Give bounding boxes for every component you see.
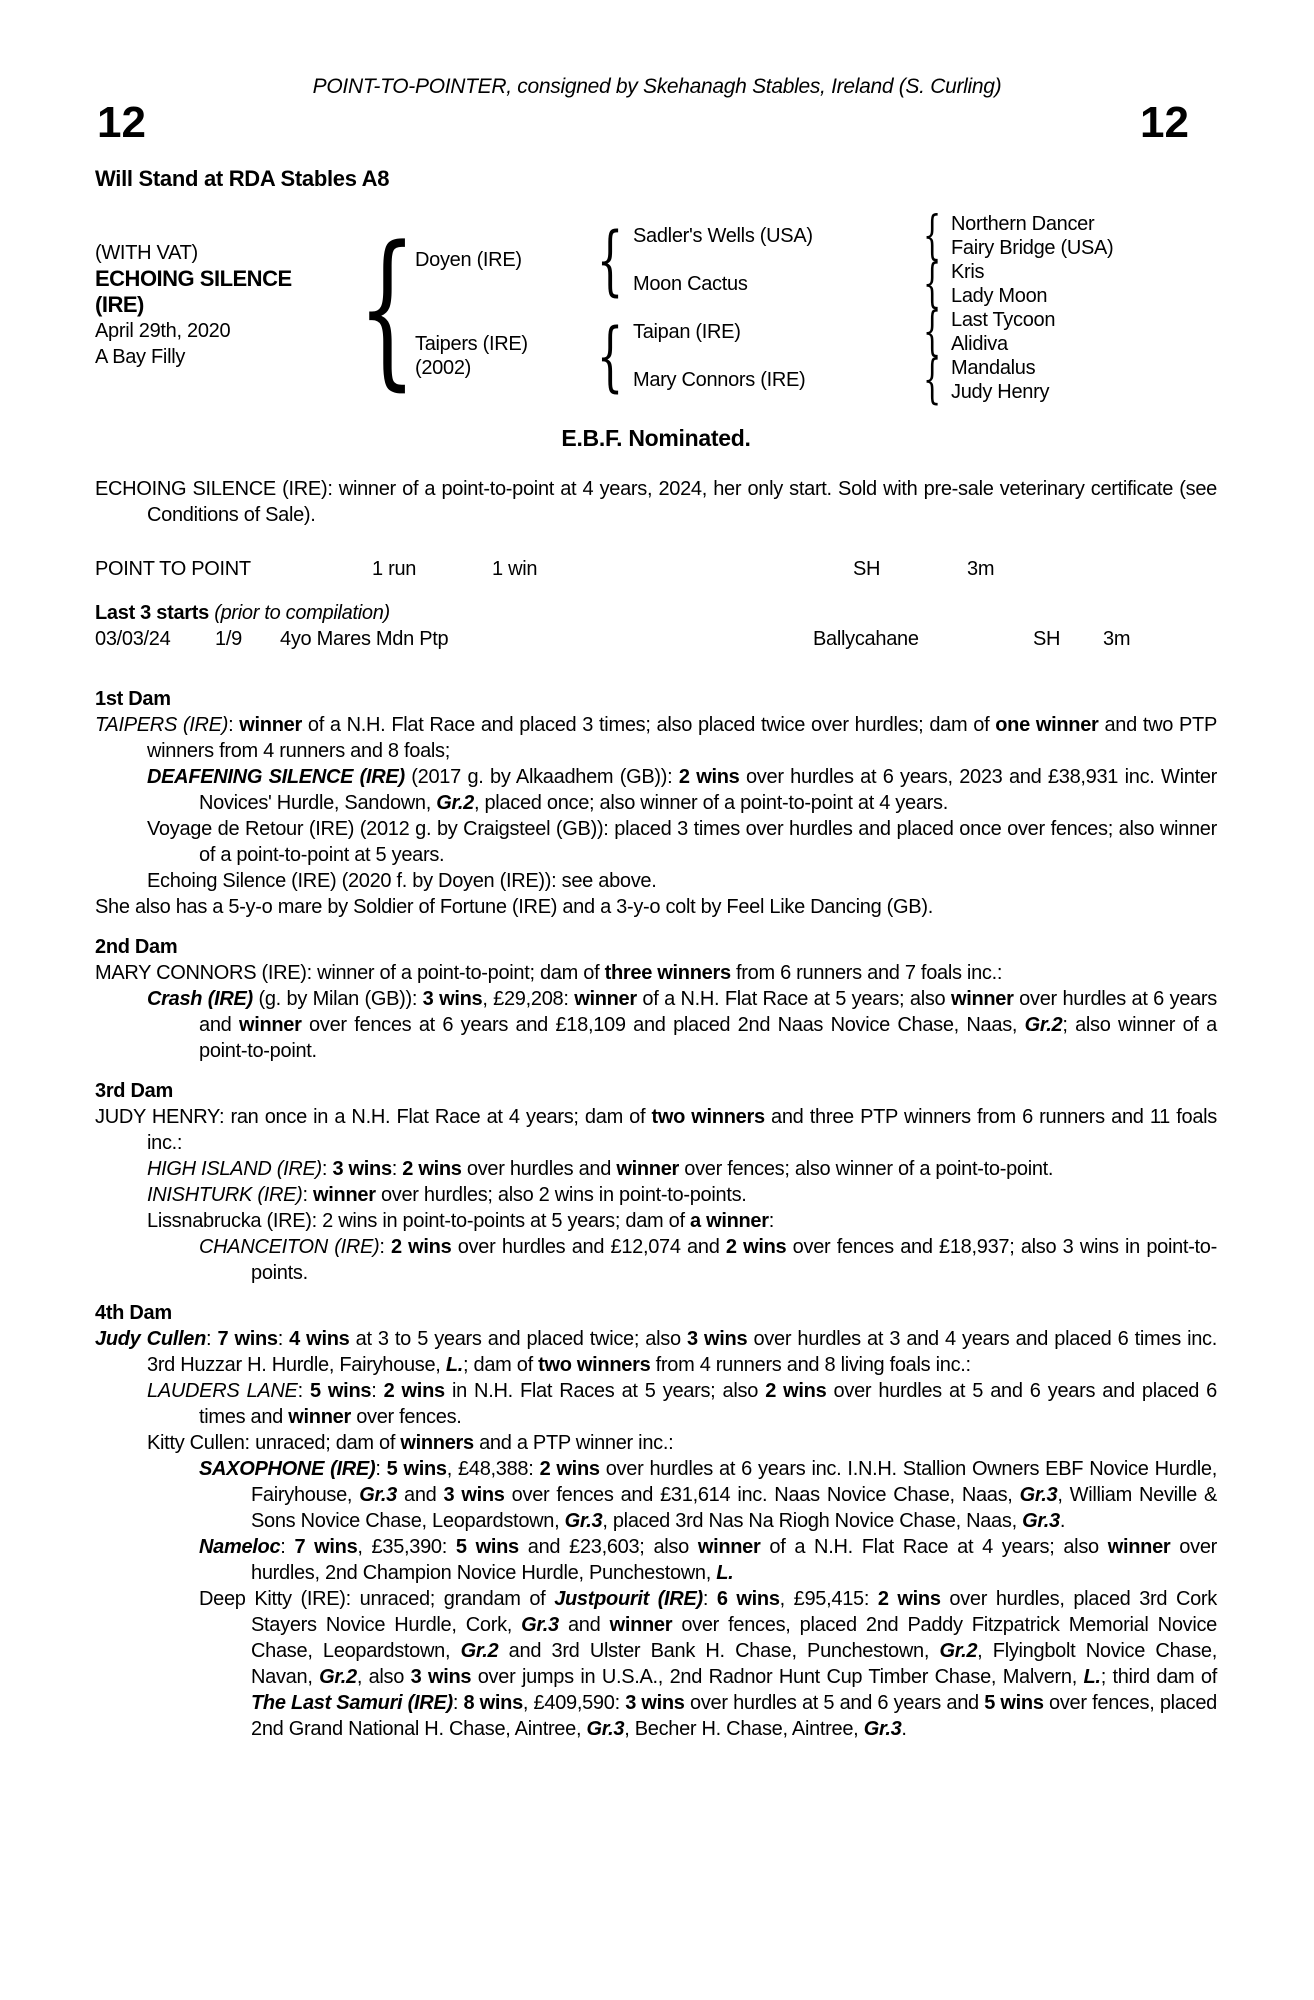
text-segment: three winners [604, 962, 731, 984]
text-segment: LAUDERS LANE [147, 1380, 298, 1402]
text-segment: 3 wins [410, 1666, 472, 1688]
text-segment: : [321, 1158, 333, 1180]
text-segment: over fences, placed 2nd Grand National H. Chase, Aintree, [251, 1692, 1217, 1740]
sire-name: Doyen (IRE) [415, 249, 522, 271]
text-segment: , £95,415: [779, 1588, 878, 1610]
pedigree-paragraph [95, 712, 1217, 764]
dam-sire: Taipan (IRE) [633, 321, 741, 343]
text-segment: : [702, 1588, 717, 1610]
pedigree-paragraph [199, 1456, 1217, 1534]
record-course-type: SH [853, 558, 881, 580]
text-segment: over fences and £31,614 inc. Naas Novice Chase, Naas, [504, 1484, 1020, 1506]
dam-section [95, 934, 1217, 1064]
text-segment: . [1059, 1510, 1066, 1532]
text-segment: over hurdles and [461, 1158, 617, 1180]
text-segment: over hurdles; also 2 wins in point-to-points. [375, 1184, 747, 1206]
dam-name [415, 332, 528, 380]
text-segment: , Flyingbolt Novice Chase, Navan, [251, 1640, 1217, 1688]
ancestor: Fairy Bridge (USA) [951, 237, 1114, 259]
pedigree-paragraph [147, 868, 1217, 894]
text-segment: , £48,388: [446, 1458, 540, 1480]
text-segment: : [391, 1158, 403, 1180]
section-heading: 3rd Dam [95, 1080, 173, 1102]
text-segment: 3 wins [687, 1328, 748, 1350]
pedigree-paragraph [95, 960, 1217, 986]
text-segment: 2 wins [725, 1236, 787, 1258]
text-segment: over hurdles and £12,074 and [451, 1236, 726, 1258]
foaling-date: April 29th, 2020 [95, 320, 231, 342]
text-segment: over fences; also winner of a point-to-point. [679, 1158, 1054, 1180]
sire-dam: Moon Cactus [633, 273, 748, 295]
text-segment: L. [716, 1562, 734, 1584]
text-segment: 5 wins [984, 1692, 1044, 1714]
dam-section [95, 686, 1217, 920]
text-segment: of a N.H. Flat Race at 4 years; also [760, 1536, 1108, 1558]
last-starts-heading [95, 600, 1217, 626]
text-segment: a winner [689, 1210, 769, 1232]
third-generation-column [951, 212, 1113, 404]
pedigree-paragraph [147, 1208, 1217, 1234]
text-segment: ; also winner of a point-to-point. [199, 1014, 1217, 1062]
record-distance: 3m [967, 558, 995, 580]
text-segment: over hurdles at 6 years inc. I.N.H. Stallion Owners EBF Novice Hurdle, Fairyhouse, [251, 1458, 1217, 1506]
section-heading: 2nd Dam [95, 936, 178, 958]
text-segment: Nameloc [199, 1536, 281, 1558]
record-runs: 1 run [372, 558, 417, 580]
start-date: 03/03/24 [95, 628, 171, 650]
text-segment: Crash (IRE) [147, 988, 253, 1010]
text-segment: Gr.3 [359, 1484, 397, 1506]
text-segment: Judy Cullen [95, 1328, 206, 1350]
text-segment: 2 wins [678, 766, 740, 788]
lot-numbers [95, 98, 1217, 147]
text-segment: 3 wins [332, 1158, 392, 1180]
text-segment: Gr.3 [863, 1718, 902, 1740]
text-segment: Gr.2 [460, 1640, 499, 1662]
text-segment: winner [238, 1014, 302, 1036]
text-segment: Lissnabrucka (IRE): 2 wins in point-to-points at 5 years; dam of [147, 1210, 690, 1232]
text-segment: DEAFENING SILENCE (IRE) [147, 766, 405, 788]
text-segment: , £409,590: [522, 1692, 626, 1714]
text-segment: Gr.2 [939, 1640, 978, 1662]
pedigree-table [95, 202, 1217, 410]
text-segment: 7 wins [217, 1328, 278, 1350]
last-start-row [95, 626, 1217, 652]
text-segment: over jumps in U.S.A., 2nd Radnor Hunt Cup Timber Chase, Malvern, [471, 1666, 1084, 1688]
text-segment: SAXOPHONE (IRE) [199, 1458, 376, 1480]
pedigree-brace: { [922, 350, 942, 410]
pedigree-paragraph [95, 894, 1217, 920]
text-segment: : [375, 1458, 387, 1480]
start-course-type: SH [1033, 628, 1061, 650]
pedigree-paragraph [95, 1326, 1217, 1378]
pedigree-subject [95, 240, 320, 370]
text-segment: and [396, 1484, 444, 1506]
text-segment: : [371, 1380, 384, 1402]
text-segment: Gr.2 [319, 1666, 357, 1688]
lot-number-right: 12 [1140, 98, 1189, 147]
record-wins: 1 win [492, 558, 538, 580]
text-segment: MARY CONNORS (IRE): winner of a point-to-point; dam of [95, 962, 605, 984]
text-segment: Gr.3 [564, 1510, 603, 1532]
pedigree-paragraph [199, 1534, 1217, 1586]
text-segment: : [277, 1328, 290, 1350]
pedigree-paragraph [199, 1234, 1217, 1286]
text-segment: over hurdles, placed 3rd Cork Stayers Novice Hurdle, Cork, [251, 1588, 1217, 1636]
text-segment: winner [616, 1158, 679, 1180]
last-starts-heading-italic: (prior to compilation) [214, 602, 390, 624]
text-segment: 3 wins [443, 1484, 505, 1506]
ancestor: Judy Henry [951, 381, 1050, 403]
ancestor: Last Tycoon [951, 309, 1056, 331]
dam-dam: Mary Connors (IRE) [633, 369, 806, 391]
text-segment: over hurdles, 2nd Champion Novice Hurdle, Punchestown, [251, 1536, 1217, 1584]
race-record-row [95, 556, 1217, 582]
text-segment: and £23,603; also [518, 1536, 698, 1558]
start-distance: 3m [1103, 628, 1131, 650]
pedigree-paragraph [147, 764, 1217, 816]
text-segment: CHANCEITON (IRE) [199, 1236, 380, 1258]
pedigree-paragraph [147, 1156, 1217, 1182]
text-segment: 3 wins [625, 1692, 685, 1714]
text-segment: winner [950, 988, 1014, 1010]
text-segment: : [302, 1184, 314, 1206]
text-segment: 3 wins [422, 988, 483, 1010]
text-segment: and two PTP winners from 4 runners and 8 foals; [147, 714, 1217, 762]
text-segment: Deep Kitty (IRE): unraced; grandam of [199, 1588, 555, 1610]
text-segment: : [768, 1210, 774, 1232]
ancestor: Northern Dancer [951, 213, 1095, 235]
text-segment: over hurdles at 5 and 6 years and [684, 1692, 985, 1714]
text-segment: : [297, 1380, 310, 1402]
lot-number-left: 12 [97, 98, 146, 147]
text-segment: over hurdles at 6 years, 2023 and £38,931 inc. Winter Novices' Hurdle, Sandown, [199, 766, 1218, 814]
page-title: POINT-TO-POINTER, consigned by Skehanagh Stables, Ireland (S. Curling) [312, 75, 1002, 98]
sire-sire: Sadler's Wells (USA) [633, 225, 813, 247]
text-segment: JUDY HENRY: ran once in a N.H. Flat Race at 4 years; dam of [95, 1106, 652, 1128]
text-segment: winner [288, 1406, 351, 1428]
text-segment: winner [239, 714, 302, 736]
text-segment: in N.H. Flat Races at 5 years; also [444, 1380, 766, 1402]
pedigree-paragraph [199, 1586, 1217, 1742]
text-segment: , Becher H. Chase, Aintree, [624, 1718, 864, 1740]
text-segment: two winners [651, 1106, 765, 1128]
text-segment: and three PTP winners from 6 runners and 11 foals inc.: [147, 1106, 1217, 1154]
pedigree-paragraph [147, 1378, 1217, 1430]
text-segment: over hurdles at 6 years and [199, 988, 1217, 1036]
text-segment: winner [697, 1536, 761, 1558]
text-segment: Kitty Cullen: unraced; dam of [147, 1432, 401, 1454]
text-segment: : [228, 714, 240, 736]
record-category: POINT TO POINT [95, 558, 251, 580]
pedigree-paragraph [95, 1104, 1217, 1156]
text-segment: winners [400, 1432, 474, 1454]
text-segment: 6 wins [716, 1588, 780, 1610]
text-segment: from 6 runners and 7 foals inc.: [730, 962, 1003, 984]
text-segment: winner [609, 1614, 673, 1636]
text-segment: from 4 runners and 8 living foals inc.: [650, 1354, 971, 1376]
intro-paragraph [95, 476, 1217, 528]
pedigree-brace: { [596, 311, 624, 400]
stand-location: Will Stand at RDA Stables A8 [95, 166, 390, 191]
text-segment: INISHTURK (IRE) [147, 1184, 303, 1206]
text-segment: Gr.3 [1019, 1484, 1058, 1506]
text-segment: 2 wins [539, 1458, 600, 1480]
dam-name-line: Taipers (IRE) [415, 333, 528, 355]
text-segment: , William Neville & Sons Novice Chase, Leopardstown, [251, 1484, 1218, 1532]
text-segment: over fences, placed 2nd Paddy Fitzpatrick Memorial Novice Chase, Leopardstown, [251, 1614, 1218, 1662]
pedigree-brace: { [357, 210, 417, 406]
text-segment: L. [1083, 1666, 1101, 1688]
text-segment: The Last Samuri (IRE) [251, 1692, 453, 1714]
horse-description: A Bay Filly [95, 346, 186, 368]
text-segment: over fences. [350, 1406, 462, 1428]
horse-name: ECHOING SILENCE (IRE) [95, 266, 292, 317]
dam-section [95, 1078, 1217, 1286]
text-segment: Gr.3 [586, 1718, 625, 1740]
dam-year: (2002) [415, 357, 472, 379]
last-starts-block [95, 600, 1217, 652]
text-segment: Gr.2 [1024, 1014, 1063, 1036]
text-segment: and [558, 1614, 610, 1636]
text-segment: : [452, 1692, 464, 1714]
text-segment: : [205, 1328, 218, 1350]
pedigree-paragraph [147, 1182, 1217, 1208]
text-segment: over fences and £18,937; also 3 wins in point-to-points. [251, 1236, 1217, 1284]
start-position: 1/9 [215, 628, 242, 650]
text-segment: 2 wins [391, 1236, 452, 1258]
pedigree-brace: { [596, 215, 624, 304]
text-segment: L. [445, 1354, 463, 1376]
text-segment: of a N.H. Flat Race and placed 3 times; also placed twice over hurdles; dam of [301, 714, 996, 736]
text-segment: . [901, 1718, 907, 1740]
section-heading: 4th Dam [95, 1302, 172, 1324]
text-segment: over hurdles at 3 and 4 years and placed 6 times inc. 3rd Huzzar H. Hurdle, Fairyhouse, [147, 1328, 1218, 1376]
text-segment: one winner [995, 714, 1099, 736]
text-segment: 5 wins [455, 1536, 519, 1558]
dam-section [95, 1300, 1217, 1742]
section-heading: 1st Dam [95, 688, 171, 710]
start-venue: Ballycahane [813, 628, 919, 650]
text-segment: , also [356, 1666, 411, 1688]
text-segment: winner [574, 988, 637, 1010]
ancestor: Kris [951, 261, 985, 283]
text-segment: winner [1107, 1536, 1171, 1558]
text-segment: , £35,390: [357, 1536, 456, 1558]
pedigree-paragraph [147, 816, 1217, 868]
text-segment: ; dam of [463, 1354, 539, 1376]
text-segment: ; third dam of [1100, 1666, 1218, 1688]
text-segment: 8 wins [463, 1692, 523, 1714]
text-segment: of a N.H. Flat Race at 5 years; also [636, 988, 951, 1010]
text-segment: 2 wins [765, 1380, 827, 1402]
pedigree-brace: { [922, 302, 942, 362]
text-segment: two winners [538, 1354, 651, 1376]
text-segment: and 3rd Ulster Bank H. Chase, Punchestown, [498, 1640, 940, 1662]
last-starts-heading-bold: Last 3 starts [95, 602, 209, 624]
ancestor: Alidiva [951, 333, 1008, 355]
text-segment: (2017 g. by Alkaadhem (GB)): [404, 766, 679, 788]
text-segment: (g. by Milan (GB)): [252, 988, 423, 1010]
text-segment: Echoing Silence (IRE) (2020 f. by Doyen (IRE)): see above. [147, 870, 657, 892]
text-segment: over fences at 6 years and £18,109 and placed 2nd Naas Novice Chase, Naas, [301, 1014, 1025, 1036]
text-segment: and a PTP winner inc.: [473, 1432, 674, 1454]
text-segment: She also has a 5-y-o mare by Soldier of Fortune (IRE) and a 3-y-o colt by Feel Like Dancing (GB). [95, 896, 933, 918]
text-segment: at 3 to 5 years and placed twice; also [349, 1328, 687, 1350]
ancestor: Mandalus [951, 357, 1036, 379]
ancestor: Lady Moon [951, 285, 1048, 307]
text-segment: Gr.3 [521, 1614, 559, 1636]
dam-sections [95, 686, 1217, 1742]
text-segment: Voyage de Retour (IRE) (2012 g. by Craigsteel (GB)): placed 3 times over hurdles and placed once over fences; also winner of a point-to-point at 5 years. [147, 818, 1217, 866]
text-segment: , placed 3rd Nas Na Riogh Novice Chase, Naas, [602, 1510, 1023, 1532]
text-segment: 4 wins [289, 1328, 350, 1350]
text-segment: , £29,208: [482, 988, 575, 1010]
text-segment: : [379, 1236, 391, 1258]
pedigree-brace: { [922, 254, 942, 314]
ebf-nominated-note: E.B.F. Nominated. [561, 425, 751, 451]
vat-note: (WITH VAT) [95, 242, 198, 264]
text-segment: 2 wins [383, 1380, 445, 1402]
pedigree-paragraph [147, 986, 1217, 1064]
text-segment: ECHOING SILENCE (IRE): winner of a point-to-point at 4 years, 2024, her only start. Sold with pre-sale veterinary certificate (see Conditions of Sale). [95, 478, 1217, 526]
text-segment: , placed once; also winner of a point-to-point at 4 years. [473, 792, 948, 814]
text-segment: 5 wins [386, 1458, 447, 1480]
text-segment: TAIPERS (IRE) [95, 714, 229, 736]
text-segment: Justpourit (IRE) [554, 1588, 703, 1610]
start-race: 4yo Mares Mdn Ptp [280, 628, 449, 650]
pedigree-paragraph [147, 1430, 1217, 1456]
text-segment: HIGH ISLAND (IRE) [147, 1158, 322, 1180]
text-segment: Gr.3 [1022, 1510, 1060, 1532]
text-segment: 2 wins [402, 1158, 462, 1180]
text-segment: : [280, 1536, 295, 1558]
pedigree-brace: { [922, 206, 942, 266]
text-segment: 2 wins [877, 1588, 941, 1610]
text-segment: winner [313, 1184, 376, 1206]
text-segment: over hurdles at 5 and 6 years and placed 6 times and [199, 1380, 1217, 1428]
text-segment: Gr.2 [436, 792, 474, 814]
text-segment: 7 wins [294, 1536, 358, 1558]
text-segment: 5 wins [309, 1380, 372, 1402]
